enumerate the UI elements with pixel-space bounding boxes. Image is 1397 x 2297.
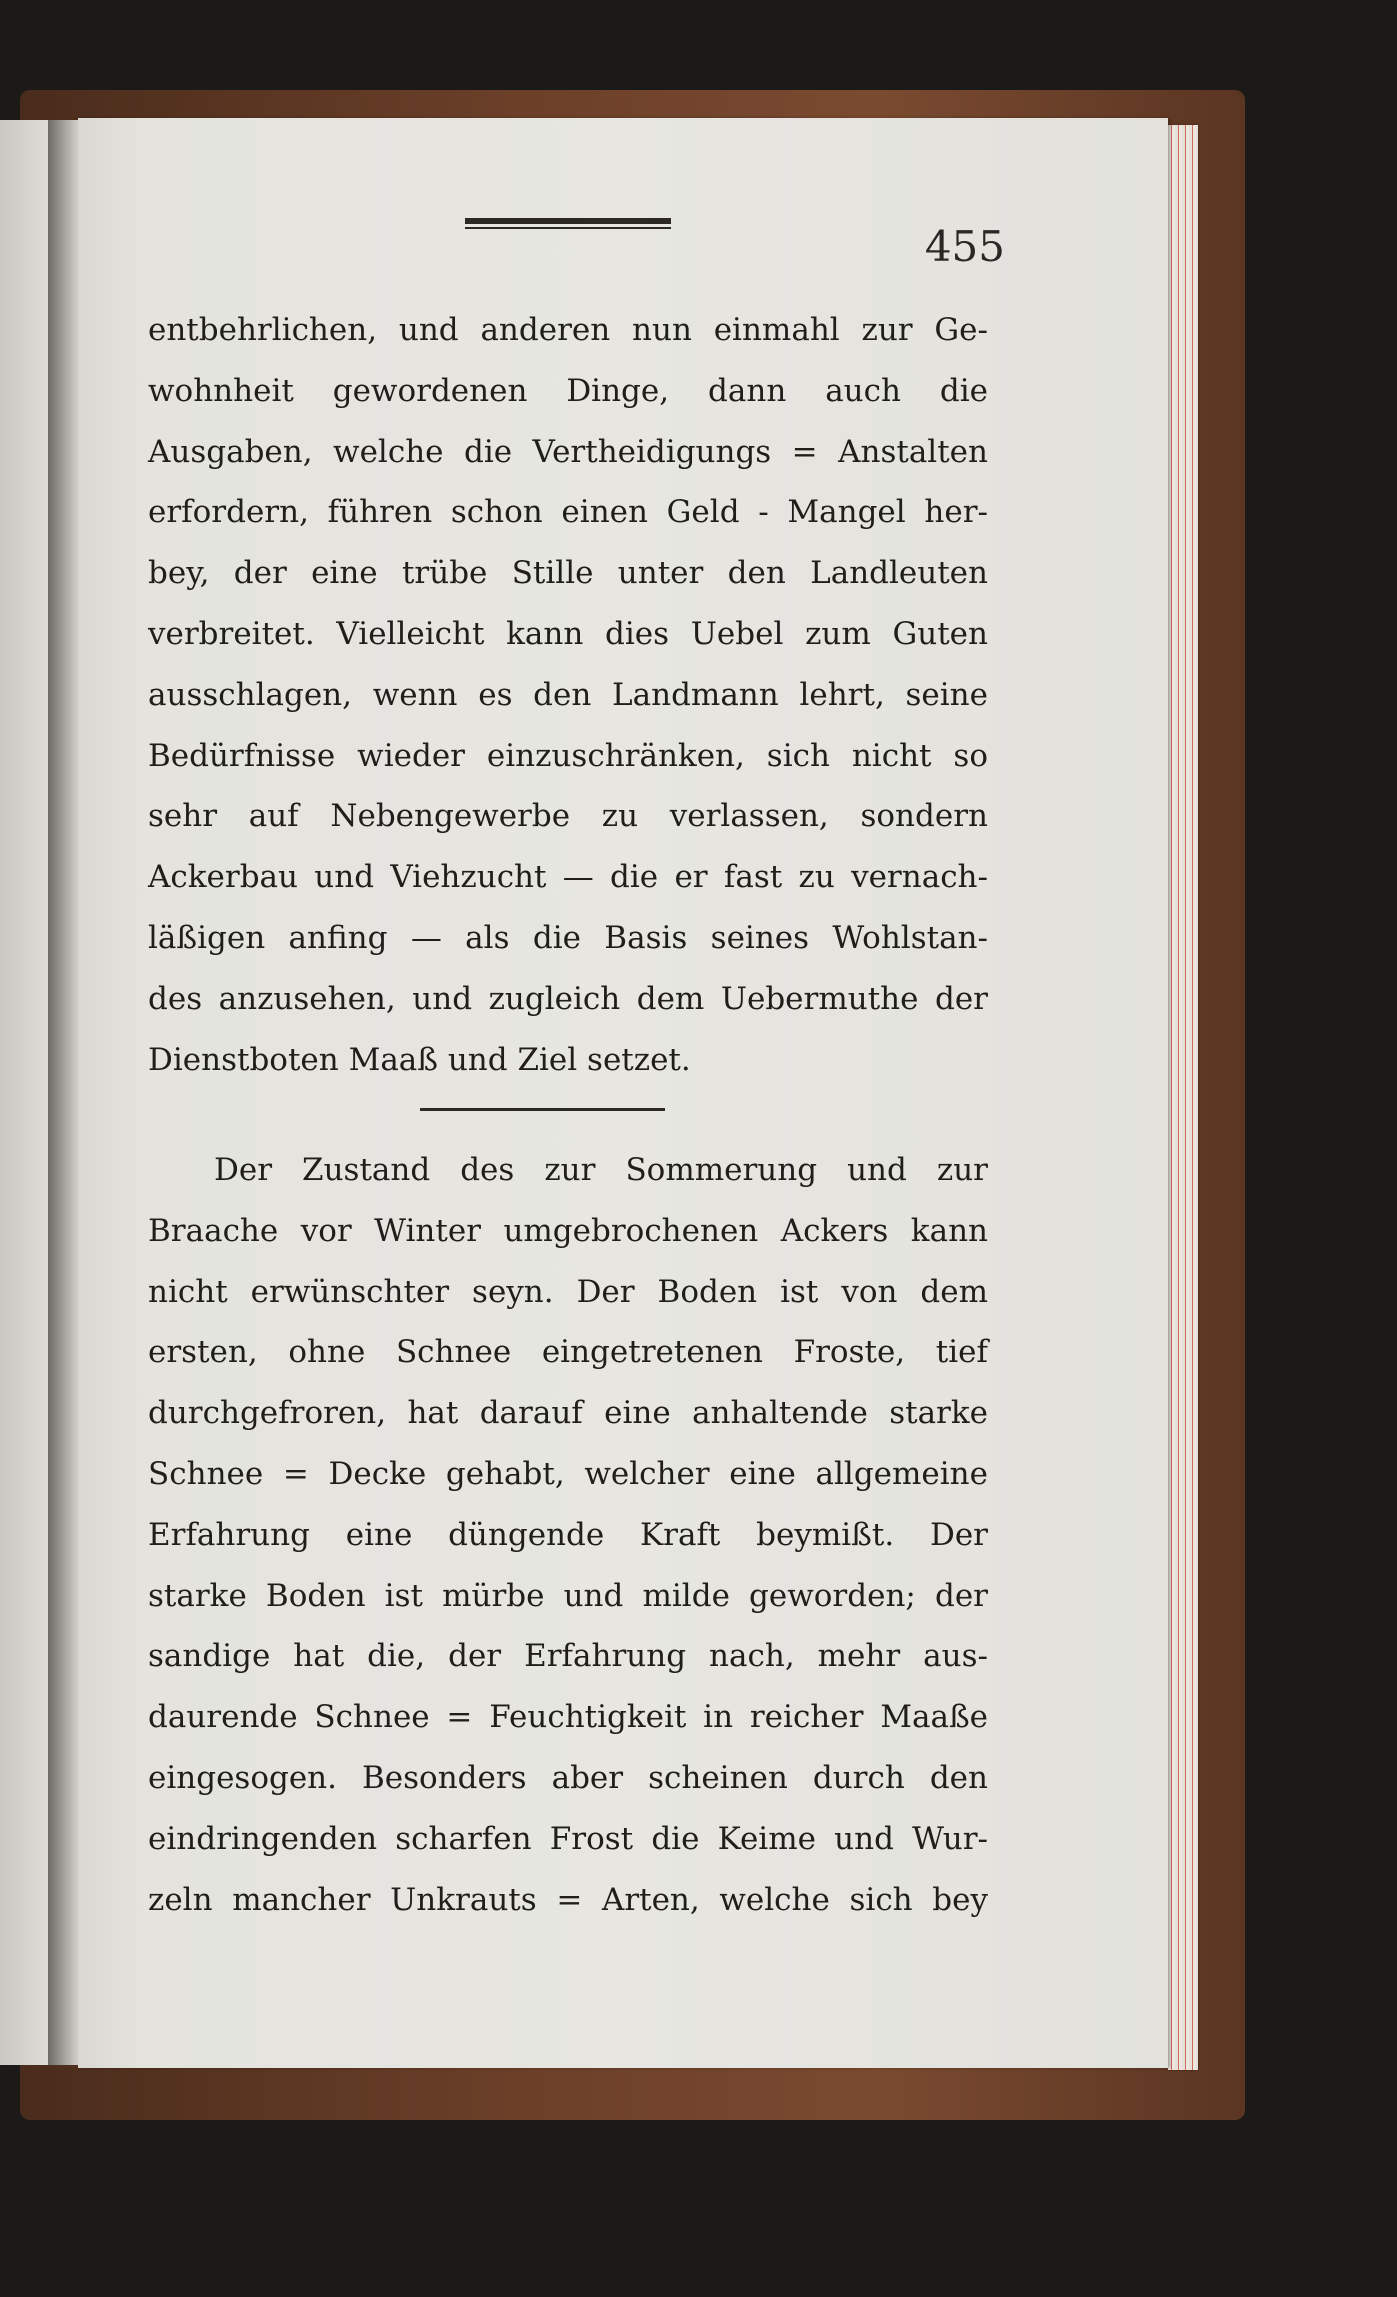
text-line: nicht erwünschter seyn. Der Boden ist von dem <box>148 1273 988 1310</box>
text-line: durchgefroren, hat darauf eine anhaltende starke <box>148 1395 988 1432</box>
text-line: zeln mancher Unkrauts = Arten, welche sich bey <box>148 1881 988 1918</box>
text-line: Braache vor Winter umgebrochenen Ackers kann <box>148 1212 988 1249</box>
text-line: Bedürfnisse wieder einzuschränken, sich nicht so <box>148 737 988 774</box>
text-line: starke Boden ist mürbe und milde geworden; der <box>148 1577 988 1614</box>
book-gutter <box>48 120 80 2065</box>
section-divider <box>420 1108 665 1111</box>
text-line: läßigen anfing — als die Basis seines Wohlstan- <box>148 919 988 956</box>
text-line: Der Zustand des zur Sommerung und zur <box>214 1152 988 1188</box>
text-line: Dienstboten Maaß und Ziel setzet. <box>148 1041 691 1078</box>
text-line: des anzusehen, und zugleich dem Uebermuthe der <box>148 980 988 1017</box>
text-line: ausschlagen, wenn es den Landmann lehrt, seine <box>148 676 988 713</box>
page-edges <box>1168 125 1198 2070</box>
text-line: Ackerbau und Viehzucht — die er fast zu vernach- <box>148 859 988 896</box>
paragraph-1 <box>148 300 988 1090</box>
text-line: eindringenden scharfen Frost die Keime und Wur- <box>148 1820 988 1857</box>
text-line: Erfahrung eine düngende Kraft beymißt. Der <box>148 1516 988 1553</box>
page-number: 455 <box>924 222 1005 271</box>
text-line: erfordern, führen schon einen Geld - Mangel her- <box>148 494 988 531</box>
text-line: Ausgaben, welche die Vertheidigungs = Anstalten <box>148 433 988 470</box>
header-rule <box>465 218 671 230</box>
text-line: bey, der eine trübe Stille unter den Landleuten <box>148 555 988 592</box>
text-line: entbehrlichen, und anderen nun einmahl zur Ge- <box>148 312 988 348</box>
text-line: wohnheit gewordenen Dinge, dann auch die <box>148 372 988 409</box>
text-line: ersten, ohne Schnee eingetretenen Froste, tief <box>148 1334 988 1371</box>
text-line: Schnee = Decke gehabt, welcher eine allgemeine <box>148 1455 988 1492</box>
text-line: daurende Schnee = Feuchtigkeit in reicher Maaße <box>148 1699 988 1736</box>
text-line: eingesogen. Besonders aber scheinen durch den <box>148 1759 988 1796</box>
paragraph-2 <box>148 1140 988 1930</box>
text-line: sandige hat die, der Erfahrung nach, mehr aus- <box>148 1638 988 1675</box>
text-line: sehr auf Nebengewerbe zu verlassen, sondern <box>148 798 988 835</box>
text-line: verbreitet. Vielleicht kann dies Uebel zum Guten <box>148 615 988 652</box>
